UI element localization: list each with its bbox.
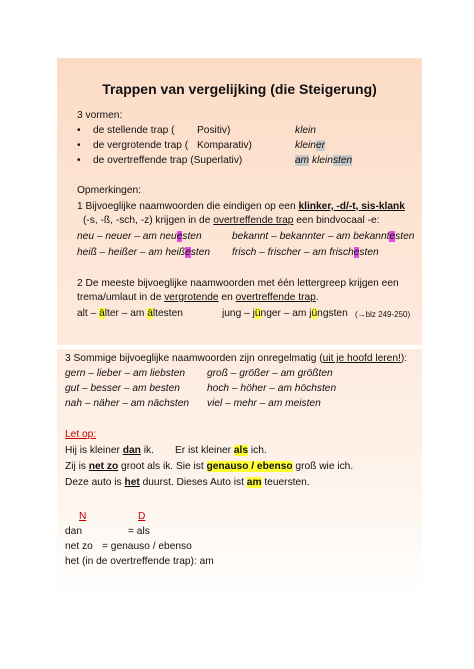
form-term: Positiv) bbox=[197, 125, 231, 136]
remarks-heading: Opmerkingen: bbox=[77, 185, 141, 196]
form-label: de stellende trap ( bbox=[93, 125, 175, 136]
form-bullet: • bbox=[77, 140, 81, 151]
form-example: am kleinsten bbox=[295, 155, 353, 166]
table-last-line: het (in de overtreffende trap): am bbox=[65, 556, 214, 567]
irregular-example: gern – lieber – am liebsten bbox=[65, 368, 186, 379]
page-title: Trappen van vergelijking (die Steigerung) bbox=[102, 81, 377, 97]
remark-2-line-1: 2 De meeste bijvoeglijke naamwoorden met één lettergreep krijgen een bbox=[77, 278, 399, 289]
table-header-n: N bbox=[79, 511, 87, 522]
let-op-sentence: Zij is net zo groot als ik. Sie ist genauso / ebenso groß wie ich. bbox=[65, 461, 354, 472]
table-cell-n: net zo bbox=[65, 541, 93, 552]
table-cell-n: dan bbox=[65, 526, 82, 537]
table-cell-d: = als bbox=[128, 526, 150, 537]
irregular-example: gut – besser – am besten bbox=[65, 383, 180, 394]
remark-1-line-1: 1 Bijvoeglijke naamwoorden die eindigen op een klinker, -d/-t, sis-klank bbox=[77, 201, 405, 212]
remark-1-example: neu – neuer – am neuesten bbox=[77, 231, 202, 242]
document-card bbox=[57, 58, 422, 603]
table-cell-d: = genauso / ebenso bbox=[102, 541, 192, 552]
form-bullet: • bbox=[77, 125, 81, 136]
irregular-example: groß – größer – am größten bbox=[207, 368, 333, 379]
let-op-sentence: Er ist kleiner als ich. bbox=[175, 445, 267, 456]
table-header-d: D bbox=[138, 511, 146, 522]
remark-3-line-1: 3 Sommige bijvoeglijke naamwoorden zijn onregelmatig (uit je hoofd leren!): bbox=[65, 353, 408, 364]
form-example: kleiner bbox=[295, 140, 326, 151]
form-label: de overtreffende trap (Superlativ) bbox=[93, 155, 243, 166]
form-example: klein bbox=[295, 125, 316, 136]
irregular-example: nah – näher – am nächsten bbox=[65, 398, 190, 409]
remark-2-example: alt – älter – am ältesten bbox=[77, 308, 183, 319]
remark-2-example: jung – jünger – am jüngsten bbox=[222, 308, 348, 319]
form-bullet: • bbox=[77, 155, 81, 166]
form-term: Komparativ) bbox=[197, 140, 252, 151]
irregular-example: hoch – höher – am höchsten bbox=[207, 383, 337, 394]
remark-1-example: heiß – heißer – am heißesten bbox=[77, 247, 211, 258]
remark-1-example: frisch – frischer – am frischesten bbox=[232, 247, 379, 258]
page-reference: (→blz 249-250) bbox=[355, 310, 411, 319]
remark-1-example: bekannt – bekannter – am bekanntesten bbox=[232, 231, 415, 242]
let-op-heading: Let op: bbox=[65, 429, 97, 440]
irregular-example: viel – mehr – am meisten bbox=[207, 398, 321, 409]
let-op-sentence: Deze auto is het duurst. Dieses Auto ist am teuersten. bbox=[65, 477, 310, 488]
section-divider bbox=[57, 345, 422, 349]
remark-1-line-2: (-s, -ß, -sch, -z) krijgen in de overtreffende trap een bindvocaal -e: bbox=[83, 215, 380, 226]
let-op-sentence: Hij is kleiner dan ik. bbox=[65, 445, 154, 456]
remark-2-line-2: trema/umlaut in de vergrotende en overtreffende trap. bbox=[77, 292, 319, 303]
form-label: de vergrotende trap ( bbox=[93, 140, 189, 151]
forms-heading: 3 vormen: bbox=[77, 110, 123, 121]
